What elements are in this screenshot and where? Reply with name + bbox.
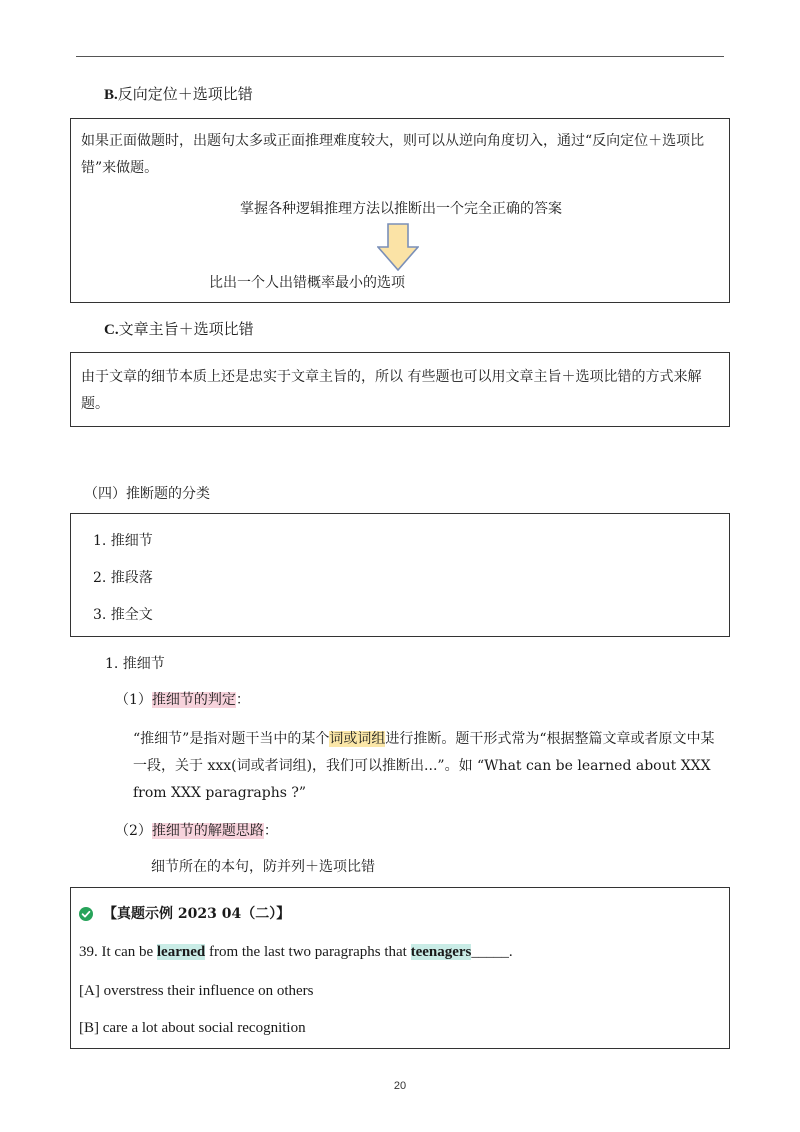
section-four-heading: （四）推断题的分类 (84, 486, 210, 502)
sub1-colon: ： (235, 692, 250, 708)
sub2-colon: ： (263, 823, 278, 839)
detail-sub2 (115, 821, 278, 841)
sub1-label: 推细节的判定 (151, 692, 236, 708)
question-keyword-learned: learned (156, 944, 206, 960)
detail-definition-paragraph (133, 726, 725, 807)
example-box (70, 887, 730, 1049)
section-c-title: 文章主旨＋选项比错 (118, 320, 254, 338)
section-c-letter: C. (104, 322, 119, 338)
section-b-heading (104, 84, 253, 105)
question-text-1: 39. It can be (79, 944, 157, 960)
section-b-letter: B. (104, 87, 118, 103)
section-c-box (70, 352, 730, 427)
classification-box (70, 513, 730, 637)
classification-item: 1. 推细节 (93, 533, 153, 549)
classification-item: 2. 推段落 (93, 570, 153, 586)
check-circle-icon (79, 907, 93, 921)
detail-sub1 (115, 690, 250, 710)
page-number: 20 (393, 1080, 407, 1092)
option-a: [A] overstress their influence on others (79, 983, 314, 999)
down-arrow-icon (377, 223, 419, 271)
section-b-box (70, 118, 730, 303)
sub2-label: 推细节的解题思路 (151, 823, 264, 839)
detail-heading: 1. 推细节 (105, 656, 165, 672)
definition-text-after: 进行推断。题干形式常为“根据整篇文章或者原文中某一段，关于 xxx(词或者词组)，我们可以推断出...”。如 “What can be learned about XXX from XXX paragraphs ?” (133, 731, 715, 801)
classification-item: 3. 推全文 (93, 607, 153, 623)
header-rule (76, 56, 724, 57)
section-c-heading (104, 319, 254, 340)
flow-bottom-text: 比出一个人出错概率最小的选项 (209, 275, 405, 291)
definition-text-before: “推细节”是指对题干当中的某个 (133, 731, 330, 747)
example-question (79, 942, 513, 962)
flow-top-text: 掌握各种逻辑推理方法以推断出一个完全正确的答案 (240, 201, 562, 217)
definition-highlight: 词或词组 (329, 731, 386, 747)
option-b: [B] care a lot about social recognition (79, 1020, 306, 1036)
question-blank: _____. (471, 944, 513, 960)
detail-approach: 细节所在的本句，防并列＋选项比错 (151, 859, 375, 875)
sub1-number: （1） (115, 692, 152, 708)
section-b-paragraph: 如果正面做题时，出题句太多或正面推理难度较大，则可以从逆向角度切入，通过“反向定位＋选项比错”来做题。 (81, 133, 705, 176)
question-keyword-teenagers: teenagers (410, 944, 472, 960)
question-text-2: from the last two paragraphs that (205, 944, 411, 960)
section-c-paragraph: 由于文章的细节本质上还是忠实于文章主旨的，所以 有些题也可以用文章主旨＋选项比错的方式来解题。 (81, 369, 702, 412)
example-title: 【真题示例 2023 04（二）】 (103, 906, 291, 922)
section-b-title: 反向定位＋选项比错 (117, 85, 253, 103)
sub2-number: （2） (115, 823, 152, 839)
